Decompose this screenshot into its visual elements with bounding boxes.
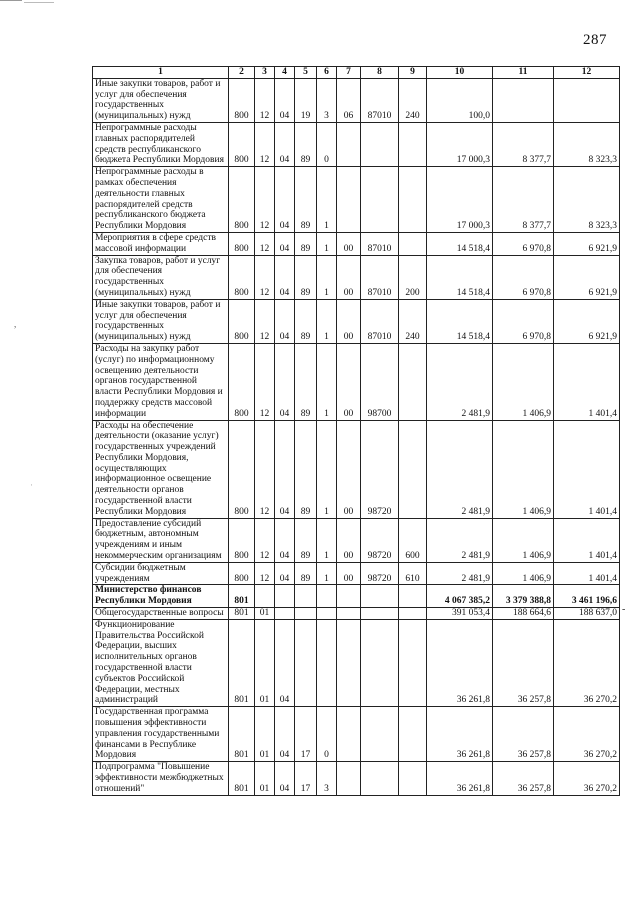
cell-col-6: 1 — [317, 167, 337, 233]
cell-col-7: 00 — [337, 518, 361, 562]
cell-col-9: 240 — [399, 299, 427, 343]
cell-col-2: 801 — [229, 585, 255, 608]
column-header-10: 10 — [427, 67, 493, 79]
column-header-3: 3 — [255, 67, 275, 79]
cell-col-2: 800 — [229, 343, 255, 420]
cell-col-5: 89 — [295, 122, 317, 166]
table-row — [93, 518, 620, 562]
cell-col-12: 1 401,4 — [554, 343, 620, 420]
cell-col-11: 1 406,9 — [493, 562, 554, 585]
cell-col-5: 19 — [295, 78, 317, 122]
cell-col-11: 6 970,8 — [493, 255, 554, 299]
cell-col-3: 12 — [255, 562, 275, 585]
budget-table — [92, 66, 620, 796]
cell-col-2: 800 — [229, 167, 255, 233]
cell-col-12: 6 921,9 — [554, 232, 620, 255]
cell-col-7: 00 — [337, 255, 361, 299]
cell-col-6: 1 — [317, 420, 337, 518]
cell-col-7: 00 — [337, 343, 361, 420]
column-header-8: 8 — [361, 67, 399, 79]
table-row — [93, 420, 620, 518]
row-name-cell: Субсидии бюджетным учреждениям — [93, 562, 229, 585]
cell-col-6: 3 — [317, 762, 337, 795]
cell-col-7: 00 — [337, 232, 361, 255]
cell-col-9 — [399, 608, 427, 620]
cell-col-6: 1 — [317, 232, 337, 255]
cell-col-11: 8 377,7 — [493, 167, 554, 233]
cell-col-6: 0 — [317, 707, 337, 762]
cell-col-5: 89 — [295, 167, 317, 233]
row-name-cell: Непрограммные расходы главных распорядителей средств республиканского бюджета Республики Мордовия — [93, 122, 229, 166]
cell-col-4: 04 — [275, 518, 295, 562]
cell-col-3 — [255, 585, 275, 608]
cell-col-12: 3 461 196,6 — [554, 585, 620, 608]
cell-col-10: 14 518,4 — [427, 255, 493, 299]
cell-col-7: 00 — [337, 299, 361, 343]
cell-col-5: 89 — [295, 232, 317, 255]
cell-col-4: 04 — [275, 299, 295, 343]
cell-col-3: 01 — [255, 707, 275, 762]
cell-col-5: 89 — [295, 255, 317, 299]
cell-col-4: 04 — [275, 232, 295, 255]
cell-col-3: 01 — [255, 608, 275, 620]
cell-col-4: 04 — [275, 343, 295, 420]
table-row — [93, 762, 620, 795]
cell-col-7: 00 — [337, 420, 361, 518]
margin-mark: · — [30, 480, 33, 490]
cell-col-3: 12 — [255, 518, 275, 562]
cell-col-9: 240 — [399, 78, 427, 122]
cell-col-10: 4 067 385,2 — [427, 585, 493, 608]
cell-col-2: 801 — [229, 762, 255, 795]
cell-col-12: 36 270,2 — [554, 762, 620, 795]
cell-col-6: 1 — [317, 518, 337, 562]
cell-col-11: 6 970,8 — [493, 299, 554, 343]
cell-col-10: 14 518,4 — [427, 232, 493, 255]
row-name-cell: Предоставление субсидий бюджетным, автономным учреждениям и иным некоммерческим организациям — [93, 518, 229, 562]
cell-col-4 — [275, 608, 295, 620]
cell-col-5: 89 — [295, 420, 317, 518]
cell-col-10: 36 261,8 — [427, 619, 493, 706]
cell-col-4: 04 — [275, 707, 295, 762]
cell-col-7 — [337, 585, 361, 608]
cell-col-11: 3 379 388,8 — [493, 585, 554, 608]
column-header-4: 4 — [275, 67, 295, 79]
cell-col-12: 36 270,2 — [554, 619, 620, 706]
column-header-2: 2 — [229, 67, 255, 79]
column-header-1: 1 — [93, 67, 229, 79]
cell-col-2: 800 — [229, 122, 255, 166]
cell-col-5 — [295, 585, 317, 608]
cell-col-6 — [317, 585, 337, 608]
cell-col-4: 04 — [275, 762, 295, 795]
cell-col-9 — [399, 167, 427, 233]
cell-col-9: 600 — [399, 518, 427, 562]
cell-col-2: 800 — [229, 562, 255, 585]
cell-col-8 — [361, 122, 399, 166]
cell-col-12: 1 401,4 — [554, 562, 620, 585]
cell-col-8: 87010 — [361, 255, 399, 299]
cell-col-2: 800 — [229, 78, 255, 122]
table-row — [93, 167, 620, 233]
cell-col-5 — [295, 619, 317, 706]
cell-col-5 — [295, 608, 317, 620]
cell-col-8 — [361, 167, 399, 233]
column-header-7: 7 — [337, 67, 361, 79]
cell-col-5: 89 — [295, 562, 317, 585]
cell-col-2: 801 — [229, 619, 255, 706]
cell-col-6 — [317, 619, 337, 706]
table-row — [93, 299, 620, 343]
cell-col-11: 6 970,8 — [493, 232, 554, 255]
cell-col-7: 00 — [337, 562, 361, 585]
table-row — [93, 232, 620, 255]
cell-col-8: 87010 — [361, 232, 399, 255]
cell-col-6 — [317, 608, 337, 620]
cell-col-11: 188 664,6 — [493, 608, 554, 620]
cell-col-8 — [361, 619, 399, 706]
cell-col-10: 2 481,9 — [427, 562, 493, 585]
cell-col-8 — [361, 608, 399, 620]
cell-col-11: 36 257,8 — [493, 707, 554, 762]
table-row — [93, 562, 620, 585]
cell-col-12: 188 637,0 — [554, 608, 620, 620]
cell-col-4: 04 — [275, 122, 295, 166]
cell-col-9 — [399, 343, 427, 420]
table-row — [93, 122, 620, 166]
scan-edge-line — [0, 0, 22, 1]
cell-col-9: 610 — [399, 562, 427, 585]
cell-col-9 — [399, 420, 427, 518]
cell-col-2: 800 — [229, 299, 255, 343]
table-row — [93, 619, 620, 706]
cell-col-8: 98720 — [361, 562, 399, 585]
cell-col-10: 2 481,9 — [427, 343, 493, 420]
cell-col-4: 04 — [275, 562, 295, 585]
table-row — [93, 343, 620, 420]
column-header-5: 5 — [295, 67, 317, 79]
cell-col-4: 04 — [275, 619, 295, 706]
cell-col-3: 12 — [255, 167, 275, 233]
cell-col-6: 1 — [317, 299, 337, 343]
cell-col-11: 1 406,9 — [493, 518, 554, 562]
cell-col-9 — [399, 707, 427, 762]
cell-col-11: 1 406,9 — [493, 420, 554, 518]
table-row — [93, 707, 620, 762]
page-number: 287 — [583, 32, 607, 48]
cell-col-6: 1 — [317, 343, 337, 420]
cell-col-8 — [361, 762, 399, 795]
margin-mark: - — [622, 604, 626, 615]
cell-col-2: 801 — [229, 707, 255, 762]
table-row — [93, 255, 620, 299]
cell-col-8: 98720 — [361, 518, 399, 562]
row-name-cell: Иные закупки товаров, работ и услуг для обеспечения государственных (муниципальных) нужд — [93, 78, 229, 122]
cell-col-10: 391 053,4 — [427, 608, 493, 620]
cell-col-11: 36 257,8 — [493, 619, 554, 706]
scan-edge-line — [24, 2, 54, 3]
cell-col-8: 98700 — [361, 343, 399, 420]
cell-col-3: 01 — [255, 762, 275, 795]
cell-col-4: 04 — [275, 167, 295, 233]
cell-col-8: 98720 — [361, 420, 399, 518]
cell-col-11: 36 257,8 — [493, 762, 554, 795]
table-row — [93, 608, 620, 620]
cell-col-11: 1 406,9 — [493, 343, 554, 420]
cell-col-4: 04 — [275, 255, 295, 299]
table-row — [93, 585, 620, 608]
cell-col-5: 89 — [295, 299, 317, 343]
cell-col-8: 87010 — [361, 299, 399, 343]
cell-col-10: 14 518,4 — [427, 299, 493, 343]
cell-col-5: 17 — [295, 762, 317, 795]
row-name-cell: Общегосударственные вопросы — [93, 608, 229, 620]
cell-col-8: 87010 — [361, 78, 399, 122]
cell-col-2: 800 — [229, 232, 255, 255]
cell-col-7 — [337, 619, 361, 706]
cell-col-3: 12 — [255, 420, 275, 518]
cell-col-2: 801 — [229, 608, 255, 620]
table-header-row — [93, 67, 620, 79]
cell-col-5: 17 — [295, 707, 317, 762]
cell-col-3: 12 — [255, 343, 275, 420]
row-name-cell: Непрограммные расходы в рамках обеспечения деятельности главных распорядителей средств республиканского бюджета Республики Мордовия — [93, 167, 229, 233]
cell-col-12: 6 921,9 — [554, 299, 620, 343]
cell-col-10: 36 261,8 — [427, 762, 493, 795]
cell-col-6: 1 — [317, 255, 337, 299]
cell-col-5: 89 — [295, 518, 317, 562]
cell-col-10: 100,0 — [427, 78, 493, 122]
cell-col-4 — [275, 585, 295, 608]
row-name-cell: Функционирование Правительства Российской Федерации, высших исполнительных органов государственной власти субъектов Российской Федерации, местных администраций — [93, 619, 229, 706]
cell-col-3: 12 — [255, 299, 275, 343]
column-header-6: 6 — [317, 67, 337, 79]
row-name-cell: Мероприятия в сфере средств массовой информации — [93, 232, 229, 255]
cell-col-8 — [361, 585, 399, 608]
cell-col-10: 2 481,9 — [427, 420, 493, 518]
cell-col-12: 6 921,9 — [554, 255, 620, 299]
column-header-11: 11 — [493, 67, 554, 79]
cell-col-10: 17 000,3 — [427, 122, 493, 166]
cell-col-9 — [399, 585, 427, 608]
cell-col-7: 06 — [337, 78, 361, 122]
cell-col-9 — [399, 762, 427, 795]
row-name-cell: Иные закупки товаров, работ и услуг для обеспечения государственных (муниципальных) нужд — [93, 299, 229, 343]
table-body — [93, 78, 620, 795]
cell-col-3: 12 — [255, 78, 275, 122]
cell-col-7 — [337, 122, 361, 166]
cell-col-3: 01 — [255, 619, 275, 706]
cell-col-6: 3 — [317, 78, 337, 122]
cell-col-10: 2 481,9 — [427, 518, 493, 562]
cell-col-7 — [337, 608, 361, 620]
cell-col-7 — [337, 762, 361, 795]
cell-col-12: 1 401,4 — [554, 420, 620, 518]
row-name-cell: Министерство финансов Республики Мордовия — [93, 585, 229, 608]
row-name-cell: Расходы на закупку работ (услуг) по информационному освещению деятельности органов государственной власти Республики Мордовия и поддержку средств массовой информации — [93, 343, 229, 420]
column-header-9: 9 — [399, 67, 427, 79]
row-name-cell: Расходы на обеспечение деятельности (оказание услуг) государственных учреждений Республики Мордовия, осуществляющих информационное освещение деятельности органов государственной власти Республики Мордовия — [93, 420, 229, 518]
row-name-cell: Государственная программа повышения эффективности управления государственными финансами в Республике Мордовия — [93, 707, 229, 762]
cell-col-7 — [337, 707, 361, 762]
cell-col-9: 200 — [399, 255, 427, 299]
cell-col-3: 12 — [255, 122, 275, 166]
cell-col-3: 12 — [255, 232, 275, 255]
cell-col-12: 1 401,4 — [554, 518, 620, 562]
margin-mark: , — [14, 319, 17, 329]
cell-col-12: 8 323,3 — [554, 122, 620, 166]
row-name-cell: Подпрограмма "Повышение эффективности межбюджетных отношений" — [93, 762, 229, 795]
cell-col-9 — [399, 619, 427, 706]
cell-col-4: 04 — [275, 420, 295, 518]
cell-col-12: 8 323,3 — [554, 167, 620, 233]
cell-col-12: 36 270,2 — [554, 707, 620, 762]
cell-col-10: 36 261,8 — [427, 707, 493, 762]
cell-col-11 — [493, 78, 554, 122]
cell-col-2: 800 — [229, 255, 255, 299]
row-name-cell: Закупка товаров, работ и услуг для обеспечения государственных (муниципальных) нужд — [93, 255, 229, 299]
cell-col-11: 8 377,7 — [493, 122, 554, 166]
cell-col-6: 1 — [317, 562, 337, 585]
cell-col-9 — [399, 122, 427, 166]
cell-col-7 — [337, 167, 361, 233]
cell-col-10: 17 000,3 — [427, 167, 493, 233]
column-header-12: 12 — [554, 67, 620, 79]
cell-col-3: 12 — [255, 255, 275, 299]
cell-col-12 — [554, 78, 620, 122]
cell-col-2: 800 — [229, 420, 255, 518]
table-row — [93, 78, 620, 122]
cell-col-5: 89 — [295, 343, 317, 420]
cell-col-2: 800 — [229, 518, 255, 562]
cell-col-4: 04 — [275, 78, 295, 122]
cell-col-6: 0 — [317, 122, 337, 166]
cell-col-8 — [361, 707, 399, 762]
cell-col-9 — [399, 232, 427, 255]
